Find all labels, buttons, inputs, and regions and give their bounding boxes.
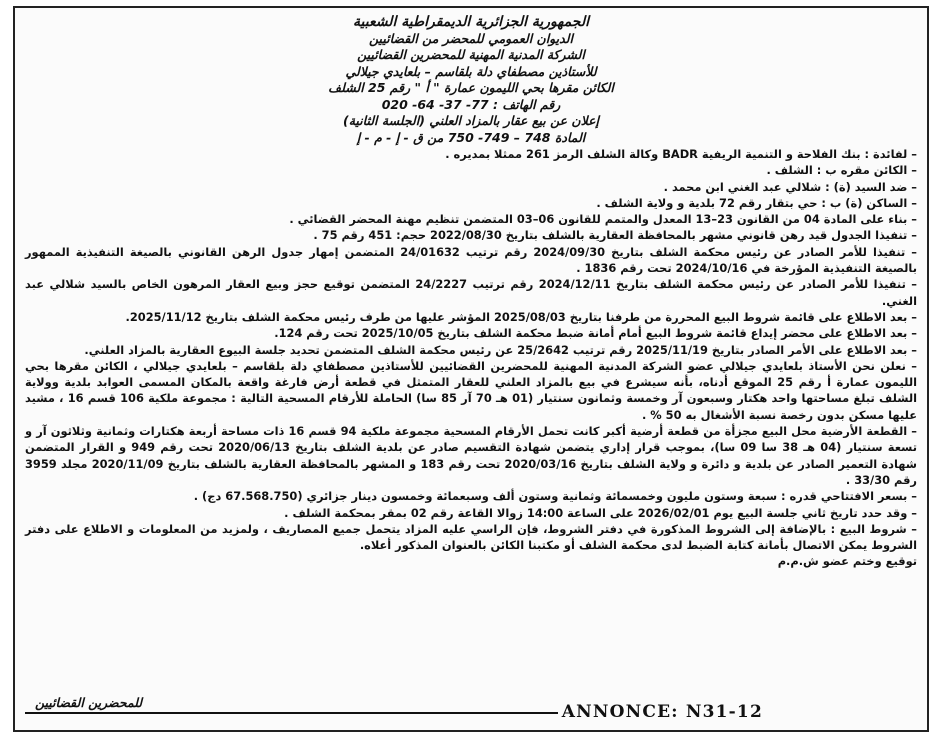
paragraph-parcel: – القطعة الأرضية محل البيع مجزأة من قطعة أرضية أكبر كانت تحمل الأرقام المسحية مجموعة ملكية 94 قسم 16 ذات مساحة أربعة هكتارات وثمانية وثلاثون آر و تسعة سنتيار (04 هـ 38 سا 09 سا)، بموجب قرار إداري يتضمن شهادة التقسيم صادر عن بلدية الشلف بتاريخ 2020/06/13 تحت رقم 949 و القرار المتضمن شهادة التعمير الصادر عن بلدية و دائرة و ولاية الشلف بتاريخ 2020/03/16 تحت رقم 183 و المشهر بالمحافظة العقارية بالشلف بتاريخ 2020/11/09 مجلد 3959 رقم 33/30 . <box>25 424 918 487</box>
phone-number: رقم الهاتف : 77- 37- 64- 020 <box>381 96 561 112</box>
paragraph-beneficiary-address: – الكائن مقره ب : الشلف . <box>766 163 917 178</box>
paragraph-order-2: – تنفيذا للأمر الصادر عن رئيس محكمة الشلف بتاريخ 2024/12/11 رقم ترتيب 24/2227 المتضمن توقيع حجز وبيع العقار المرهون الخاص بالسيد شلالي عبد الغني. <box>25 277 917 308</box>
announcement-body <box>25 14 917 724</box>
paragraphs <box>25 146 917 570</box>
paragraph-session-order: – بعد الاطلاع على الأمر الصادر بتاريخ 2025/11/19 رقم ترتيب 25/2642 عن رئيس محكمة الشلف المتضمن تحديد جلسة البيوع العقارية بالمزاد العلني. <box>84 342 917 357</box>
paragraph-debtor: – ضد السيد (ة) : شلالي عبد الغني ابن محمد . <box>663 179 917 194</box>
notice-title: إعلان عن بيع عقار بالمزاد العلني (الجلسة الثانية) <box>342 113 600 128</box>
paragraph-beneficiary: – لفائدة : بنك الفلاحة و التنمية الريفية BADR وكالة الشلف الرمز 261 ممثلا بمديره . <box>445 147 917 161</box>
paragraph-conditions-list: – بعد الاطلاع على قائمة شروط البيع المحررة من طرفنا بتاريخ 2025/08/03 المؤشر عليها من طرف رئيس محكمة الشلف بتاريخ 2025/11/12. <box>125 309 917 324</box>
paragraph-announcement: – نعلن نحن الأستاذ بلعايدي جيلالي عضو الشركة المدنية المهنية للمحضرين القضائيين للأستاذين مصطفاي دلة بلقاسم – بلعايدي جيلالي ، الكائن مقرها بحي الليمون عمارة أ رقم 25 الموقع أدناه، بأنه سيشرع في بيع بالمزاد العلني للعقار المتمثل في قطعة أرض فارغة واقعة بالمكان المسمى العوابد بلدية وولاية الشلف تبلغ مساحتها واحد هكتار وسبعون آر وخمسة وثمانون سنتيار (01 هـ 70 آر 85 سا) الحاملة للأرقام المسحية التالية : مجموعة ملكية 106 قسم 16 ، مشيد عليها مسكن بدون رخصة نسبة الأشغال به 50 % . <box>25 358 918 422</box>
paragraph-session-date: – وقد حدد تاريخ ثاني جلسة البيع يوم 2026/02/01 على الساعة 14:00 زوالا القاعة رقم 02 بمقر بمحكمة الشلف . <box>284 505 917 520</box>
announcement-frame <box>13 6 929 732</box>
paragraph-deposit: – بعد الاطلاع على محضر إيداع قائمة شروط البيع أمام أمانة ضبط محكمة الشلف بتاريخ 2025/10/05 تحت رقم 124. <box>274 326 917 341</box>
office-title: الديوان العمومي للمحضر من القضائيين <box>369 30 573 46</box>
header-block <box>25 14 917 146</box>
paragraph-mortgage: – تنفيذا الجدول قيد رهن قانوني مشهر بالمحافظة العقارية بالشلف بتاريخ 2022/08/30 حجم: 451 رقم 75 . <box>313 228 917 243</box>
announce-number: ANNONCE: N31-12 <box>558 702 767 722</box>
signature-label: للمحضرين القضائيين <box>31 695 146 710</box>
bailiffs-names: للأستاذين مصطفاي دلة بلقاسم – بلعايدي جيلالي <box>345 63 597 79</box>
paragraph-opening-price: – بسعر الافتتاحي قدره : سبعة وستون مليون وخمسمائة وثمانية وستون ألف وسبعمائة وخمسون دينار جزائري (67.568.750 دج) . <box>193 489 917 504</box>
paragraph-sale-terms: – شروط البيع : بالإضافة إلى الشروط المذكورة في دفتر الشروط، فإن الراسي عليه المزاد يتحمل جميع المصاريف ، ولمزيد من المعلومات و الاطلاع على دفتر الشروط يمكن الاتصال بأمانة كتابة الضبط لدى محكمة الشلف أو مكتبنا الكائن بالعنوان المذكور أعلاه. <box>25 521 917 553</box>
paragraph-legal-basis: – بناء على المادة 04 من القانون 23–13 المعدل والمتمم للقانون 06–03 المتضمن تنظيم مهنة المحضر القضائي . <box>289 212 917 227</box>
paragraph-debtor-address: – الساكن (ة) ب : حي بتقار رقم 72 بلدية و ولاية الشلف . <box>596 195 917 210</box>
republic-title: الجمهورية الجزائرية الديمقراطية الشعبية <box>352 14 589 30</box>
office-address: الكائن مقرها بحي الليمون عمارة " أ " رقم 25 الشلف <box>328 80 614 95</box>
law-articles: المادة 748 – 749- 750 من ق - إ - م - إ <box>356 129 586 145</box>
paragraph-order-1: – تنفيذا للأمر الصادر عن رئيس محكمة الشلف بتاريخ 2024/09/30 رقم ترتيب 24/01632 المتضمن إمهار جدول الرهن القانوني بالصيغة التنفيذية الممهور بالصيغة التنفيذية المؤرخة في 2024/10/16 تحت رقم 1836 . <box>25 244 917 276</box>
company-title: الشركة المدنية المهنية للمحضرين القضائيين <box>357 47 585 62</box>
footer <box>25 692 917 722</box>
paragraph-signature-note: توقيع وختم عضو ش.م.م <box>777 554 917 569</box>
